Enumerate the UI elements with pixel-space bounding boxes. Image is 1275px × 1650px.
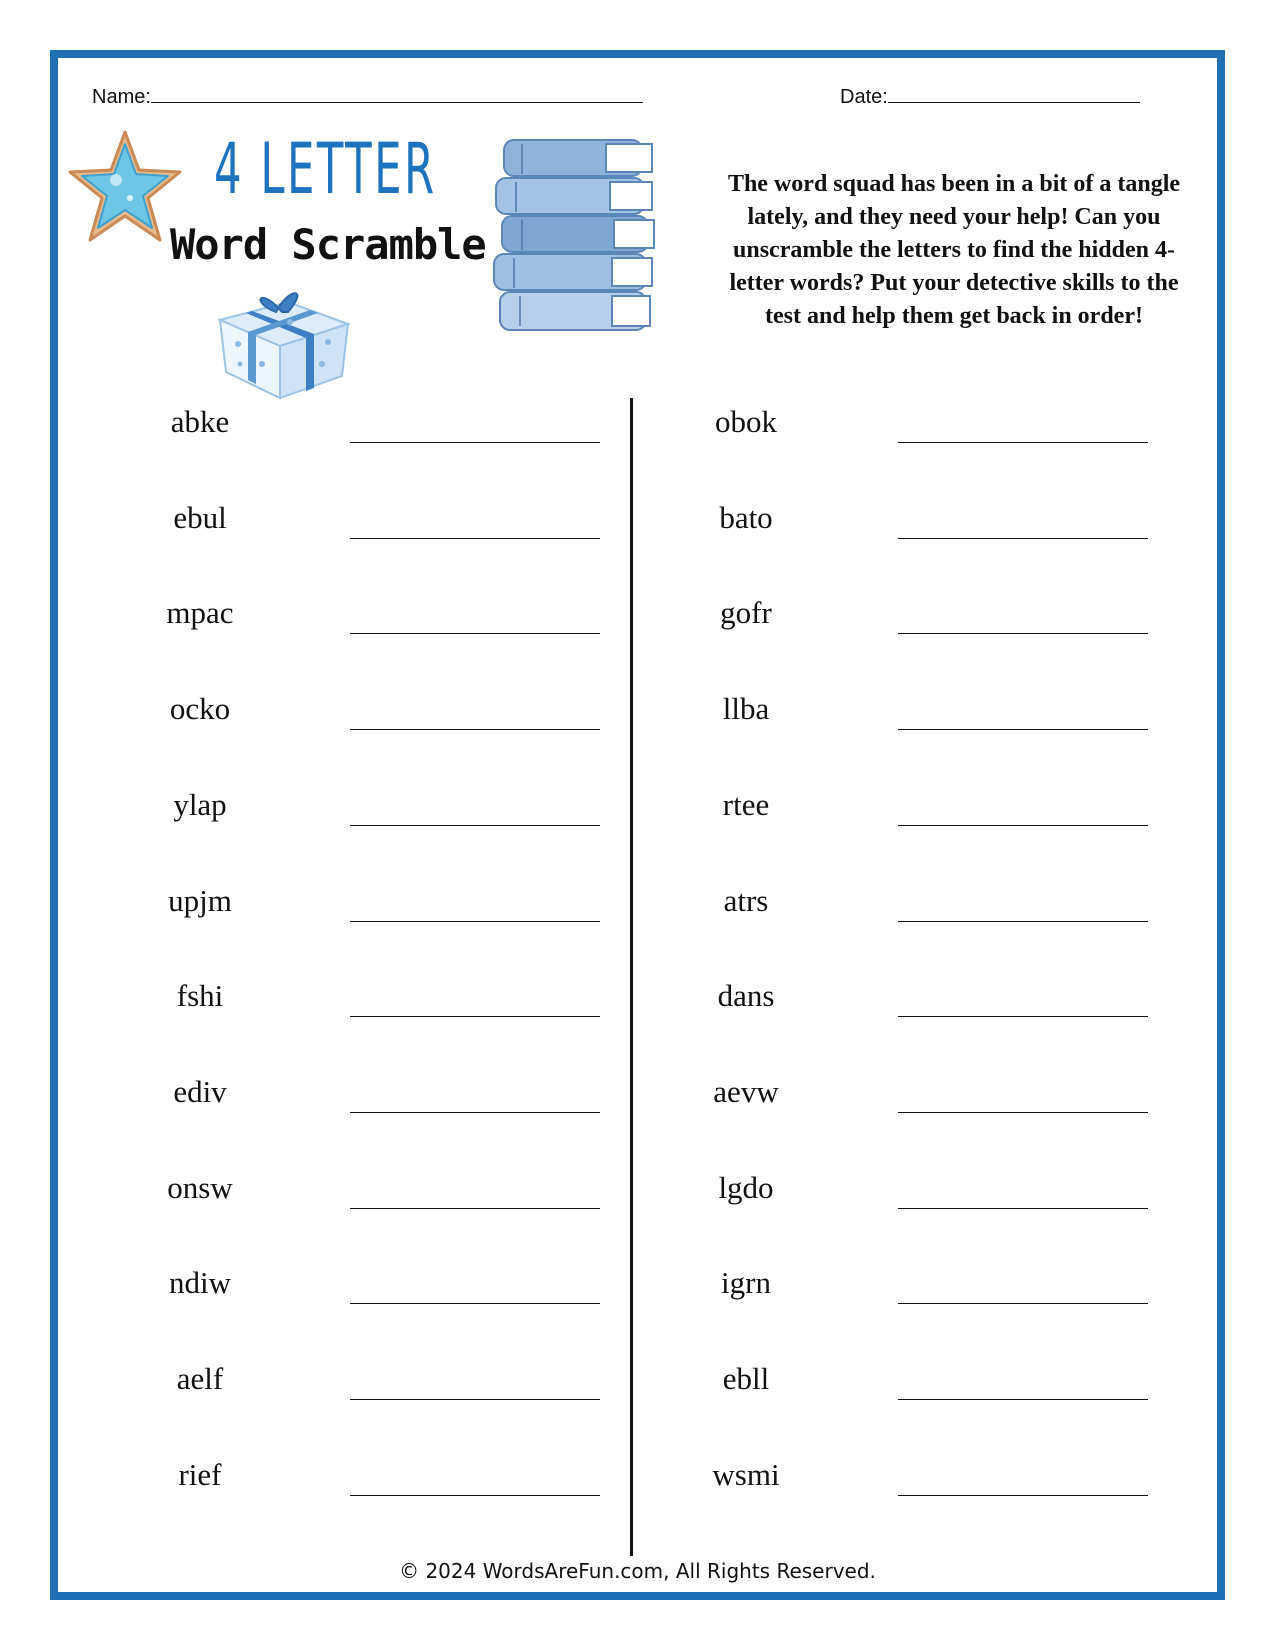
answer-blank[interactable] bbox=[898, 538, 1148, 539]
title-line-2: Word Scramble bbox=[170, 220, 486, 269]
scrambled-word: rtee bbox=[722, 786, 770, 822]
answer-blank[interactable] bbox=[350, 825, 600, 826]
answer-blank[interactable] bbox=[350, 1016, 600, 1017]
scrambled-word: onsw bbox=[167, 1169, 233, 1205]
name-blank[interactable] bbox=[151, 82, 643, 103]
answer-blank[interactable] bbox=[898, 921, 1148, 922]
scrambled-word: ebll bbox=[722, 1361, 770, 1396]
answer-blank[interactable] bbox=[350, 633, 600, 634]
date-label: Date: bbox=[840, 86, 888, 108]
answer-blank[interactable] bbox=[350, 1112, 600, 1113]
answer-blank[interactable] bbox=[898, 633, 1148, 634]
scrambled-word: wsmi bbox=[712, 1456, 780, 1492]
answer-blank[interactable] bbox=[898, 1016, 1148, 1017]
title-line-1: 4 LETTER bbox=[214, 128, 437, 210]
copyright-footer: © 2024 WordsAreFun.com, All Rights Reserved. bbox=[399, 1559, 876, 1583]
answer-blank[interactable] bbox=[350, 1303, 600, 1304]
answer-blank[interactable] bbox=[898, 1208, 1148, 1209]
scrambled-word: mpac bbox=[166, 595, 234, 631]
name-field[interactable] bbox=[92, 82, 643, 109]
date-blank[interactable] bbox=[888, 82, 1140, 103]
scrambled-word: abke bbox=[170, 404, 230, 439]
scrambled-word: ylap bbox=[173, 786, 227, 822]
answer-blank[interactable] bbox=[350, 442, 600, 443]
answer-blank[interactable] bbox=[898, 1399, 1148, 1400]
scrambled-word: ediv bbox=[173, 1073, 227, 1109]
column-divider bbox=[630, 398, 633, 1556]
intro-text: The word squad has been in a bit of a tangle lately, and they need your help! Can you unscramble the letters to find the hidden 4-letter words? Put your detective skills to the test and help them get back in order! bbox=[727, 171, 1181, 329]
answer-blank[interactable] bbox=[898, 442, 1148, 443]
scrambled-word: ndiw bbox=[169, 1265, 231, 1301]
scrambled-word: ebul bbox=[173, 499, 227, 535]
answer-blank[interactable] bbox=[898, 1495, 1148, 1496]
answer-blank[interactable] bbox=[350, 1495, 600, 1496]
scrambled-word: dans bbox=[717, 978, 775, 1014]
star-cookie-icon bbox=[66, 128, 184, 246]
answer-blank[interactable] bbox=[898, 825, 1148, 826]
gift-box-icon bbox=[210, 272, 360, 402]
scrambled-word: aelf bbox=[176, 1361, 224, 1396]
scrambled-word: rief bbox=[178, 1456, 222, 1492]
answer-blank[interactable] bbox=[350, 729, 600, 730]
scrambled-word: atrs bbox=[723, 882, 769, 918]
scrambled-word: fshi bbox=[176, 978, 224, 1014]
scrambled-word: igrn bbox=[721, 1265, 771, 1301]
answer-blank[interactable] bbox=[898, 729, 1148, 730]
answer-blank[interactable] bbox=[898, 1112, 1148, 1113]
scrambled-word: gofr bbox=[720, 595, 772, 631]
answer-blank[interactable] bbox=[350, 538, 600, 539]
answer-blank[interactable] bbox=[350, 1208, 600, 1209]
scrambled-word: llba bbox=[722, 691, 770, 727]
scrambled-word: ocko bbox=[169, 691, 231, 727]
scrambled-word: upjm bbox=[168, 882, 232, 918]
scrambled-word: obok bbox=[715, 404, 777, 439]
scrambled-word: aevw bbox=[713, 1073, 779, 1109]
scrambled-word: lgdo bbox=[718, 1169, 774, 1205]
answer-blank[interactable] bbox=[350, 921, 600, 922]
answer-blank[interactable] bbox=[898, 1303, 1148, 1304]
name-label: Name: bbox=[92, 86, 151, 108]
answer-blank[interactable] bbox=[350, 1399, 600, 1400]
scrambled-word: bato bbox=[719, 499, 773, 535]
book-stack-icon bbox=[486, 136, 676, 336]
date-field[interactable] bbox=[840, 82, 1140, 109]
